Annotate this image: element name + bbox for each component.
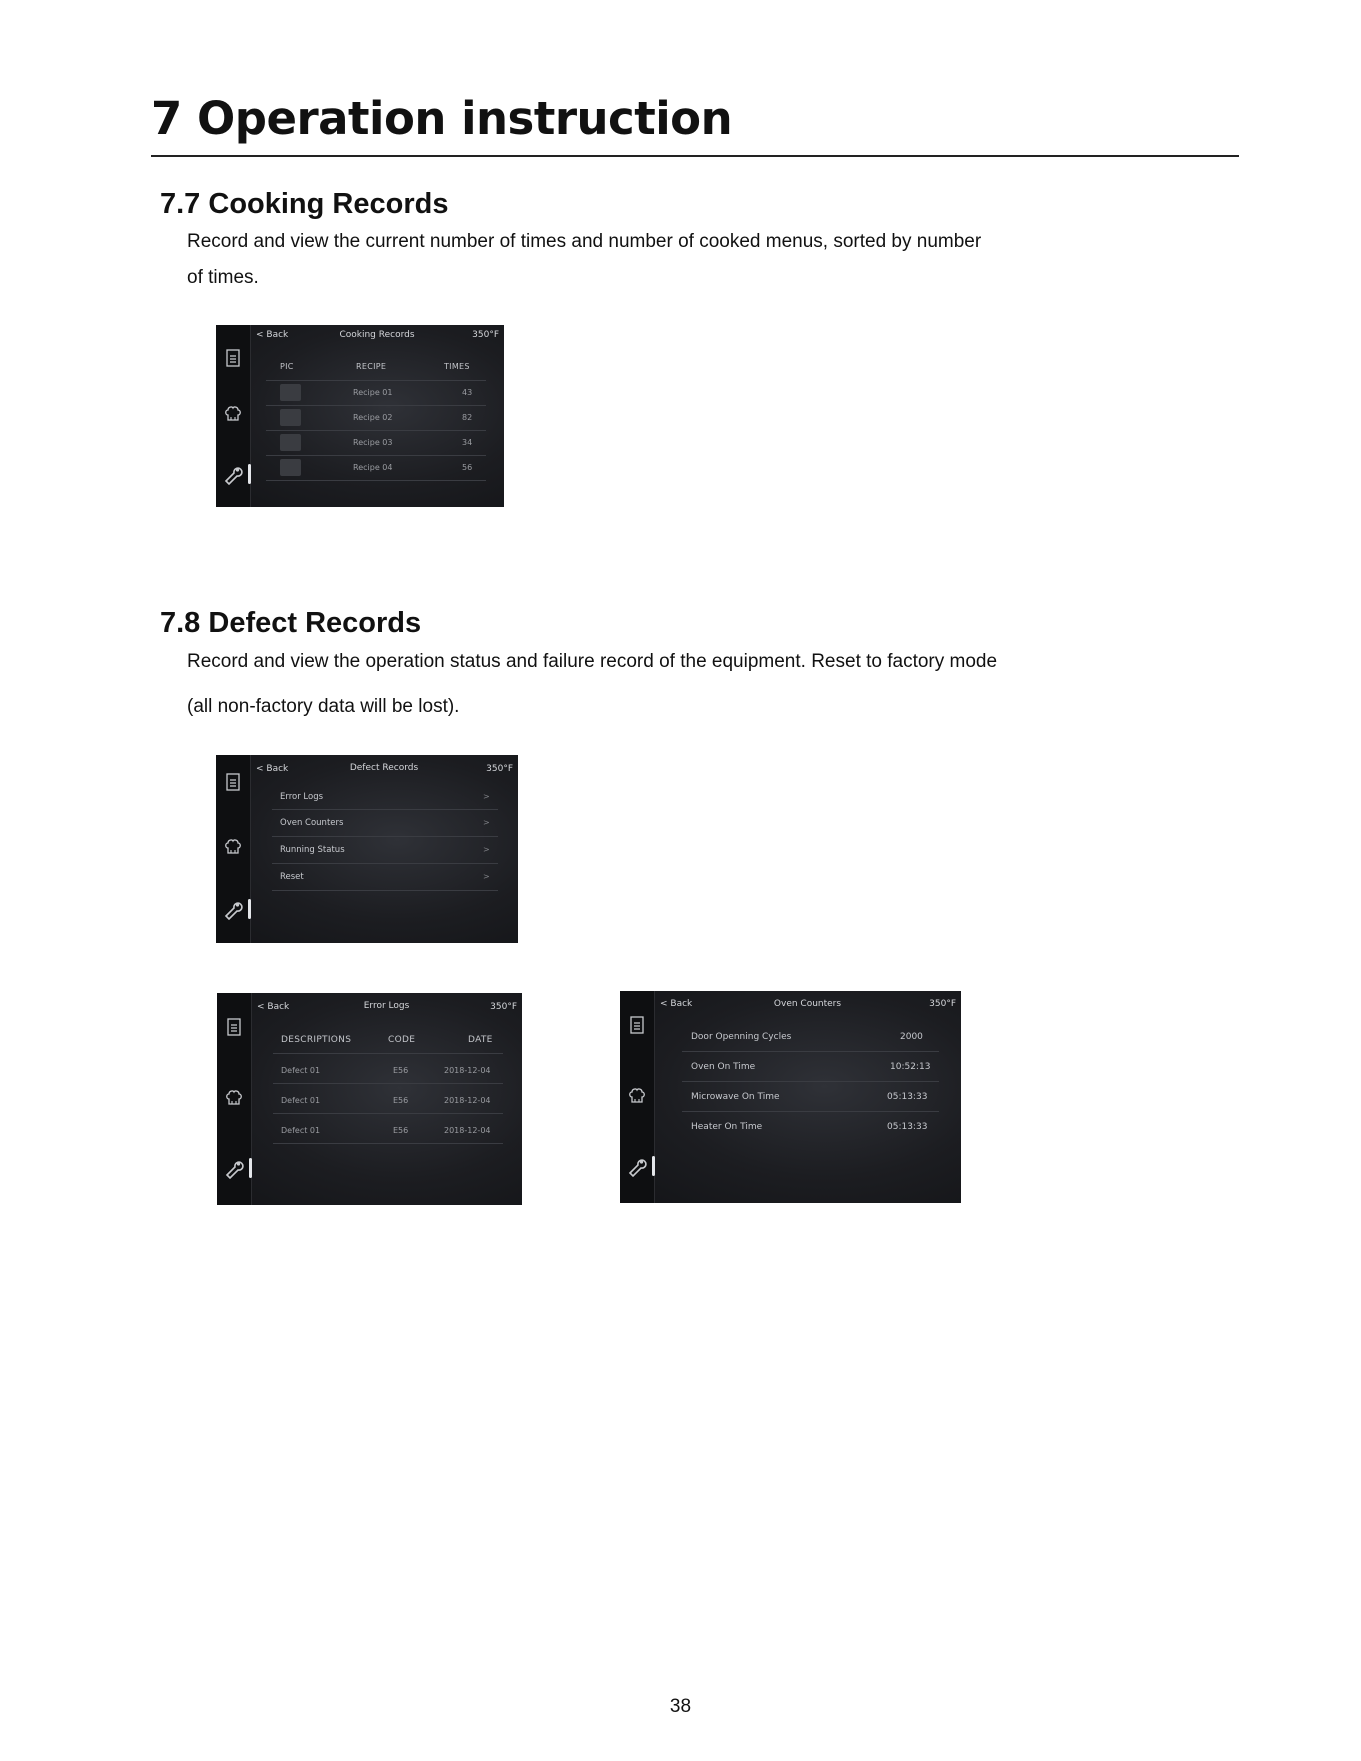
- temperature-readout: 350°F: [490, 1002, 517, 1012]
- defect-date: 2018-12-04: [444, 1126, 491, 1135]
- chapter-title: 7 Operation instruction: [151, 92, 733, 145]
- row-divider: [272, 836, 498, 837]
- row-divider: [682, 1051, 939, 1052]
- recipe-thumbnail: [280, 409, 301, 426]
- row-divider: [266, 480, 486, 481]
- screen-title: Error Logs: [363, 1001, 410, 1011]
- back-button[interactable]: < Back: [257, 1002, 290, 1012]
- page-number: 38: [669, 1696, 692, 1717]
- menu-item-reset[interactable]: Reset: [280, 872, 304, 882]
- recipe-name[interactable]: Recipe 03: [353, 438, 393, 447]
- counter-label-door-cycles: Door Openning Cycles: [691, 1032, 792, 1042]
- defect-description: Defect 01: [281, 1126, 321, 1135]
- counter-label-microwave-on-time: Microwave On Time: [691, 1092, 780, 1102]
- recipe-thumbnail: [280, 384, 301, 401]
- selected-indicator: [248, 899, 251, 919]
- selected-indicator: [249, 1158, 252, 1178]
- back-button[interactable]: < Back: [256, 330, 289, 340]
- recipe-times: 43: [462, 388, 473, 397]
- selected-indicator: [652, 1156, 655, 1176]
- error-logs-screen: [217, 993, 522, 1205]
- recipe-times: 34: [462, 438, 473, 447]
- side-rail: [217, 993, 252, 1205]
- chef-hat-icon[interactable]: [222, 835, 244, 857]
- menu-item-running-status[interactable]: Running Status: [280, 845, 345, 855]
- screen-title: Defect Records: [349, 763, 419, 773]
- defect-date: 2018-12-04: [444, 1066, 491, 1075]
- wrench-icon[interactable]: [223, 1157, 245, 1179]
- col-header-date: DATE: [468, 1035, 493, 1045]
- chevron-right-icon: >: [483, 845, 490, 854]
- screen-title: Oven Counters: [773, 999, 842, 1009]
- side-rail: [620, 991, 655, 1203]
- row-divider: [272, 890, 498, 891]
- counter-value: 05:13:33: [887, 1092, 928, 1102]
- chef-hat-icon[interactable]: [223, 1086, 245, 1108]
- row-divider: [273, 1083, 503, 1084]
- row-divider: [272, 863, 498, 864]
- defect-code: E56: [393, 1066, 409, 1075]
- col-header-code: CODE: [388, 1035, 416, 1045]
- recipe-name[interactable]: Recipe 02: [353, 413, 393, 422]
- menu-item-oven-counters[interactable]: Oven Counters: [280, 818, 344, 828]
- row-divider: [266, 380, 486, 381]
- wrench-icon[interactable]: [222, 463, 244, 485]
- side-rail: [216, 325, 251, 507]
- col-header-descriptions: DESCRIPTIONS: [281, 1035, 352, 1045]
- wrench-icon[interactable]: [222, 898, 244, 920]
- recipe-times: 56: [462, 463, 473, 472]
- counter-value: 2000: [900, 1032, 923, 1042]
- document-icon[interactable]: [222, 771, 244, 793]
- row-divider: [273, 1143, 503, 1144]
- col-header-times: TIMES: [444, 362, 470, 371]
- recipe-times: 82: [462, 413, 473, 422]
- screen-topbar: [251, 993, 522, 1015]
- col-header-pic: PIC: [280, 362, 294, 371]
- section-title-cooking-records: 7.7 Cooking Records: [160, 188, 449, 220]
- row-divider: [682, 1081, 939, 1082]
- oven-counters-screen: [620, 991, 961, 1203]
- recipe-name[interactable]: Recipe 01: [353, 388, 393, 397]
- section-text-line-1: Record and view the operation status and failure record of the equipment. Reset to factory mode: [187, 651, 998, 672]
- defect-description: Defect 01: [281, 1066, 321, 1075]
- row-divider: [266, 405, 486, 406]
- recipe-name[interactable]: Recipe 04: [353, 463, 393, 472]
- back-button[interactable]: < Back: [256, 764, 289, 774]
- temperature-readout: 350°F: [472, 330, 499, 340]
- col-header-recipe: RECIPE: [356, 362, 387, 371]
- temperature-readout: 350°F: [486, 764, 513, 774]
- screen-topbar: [250, 755, 518, 777]
- counter-label-oven-on-time: Oven On Time: [691, 1062, 756, 1072]
- cooking-records-screen: [216, 325, 504, 507]
- row-divider: [266, 455, 486, 456]
- document-icon[interactable]: [626, 1014, 648, 1036]
- screen-title: Cooking Records: [339, 330, 415, 340]
- defect-date: 2018-12-04: [444, 1096, 491, 1105]
- counter-value: 05:13:33: [887, 1122, 928, 1132]
- defect-code: E56: [393, 1126, 409, 1135]
- row-divider: [273, 1113, 503, 1114]
- row-divider: [266, 430, 486, 431]
- temperature-readout: 350°F: [929, 999, 956, 1009]
- selected-indicator: [248, 464, 251, 484]
- wrench-icon[interactable]: [626, 1155, 648, 1177]
- back-button[interactable]: < Back: [660, 999, 693, 1009]
- document-icon[interactable]: [222, 347, 244, 369]
- side-rail: [216, 755, 251, 943]
- section-text-line-2: of times.: [187, 267, 259, 288]
- defect-description: Defect 01: [281, 1096, 321, 1105]
- chevron-right-icon: >: [483, 872, 490, 881]
- chevron-right-icon: >: [483, 818, 490, 827]
- section-text-line-1: Record and view the current number of times and number of cooked menus, sorted by number: [187, 231, 982, 252]
- defect-records-screen: [216, 755, 518, 943]
- section-text-line-2: (all non-factory data will be lost).: [187, 696, 460, 717]
- recipe-thumbnail: [280, 459, 301, 476]
- counter-label-heater-on-time: Heater On Time: [691, 1122, 763, 1132]
- chevron-right-icon: >: [483, 792, 490, 801]
- section-title-defect-records: 7.8 Defect Records: [160, 607, 422, 639]
- recipe-thumbnail: [280, 434, 301, 451]
- document-icon[interactable]: [223, 1016, 245, 1038]
- menu-item-error-logs[interactable]: Error Logs: [280, 792, 324, 802]
- row-divider: [273, 1053, 503, 1054]
- row-divider: [682, 1111, 939, 1112]
- chef-hat-icon[interactable]: [626, 1084, 648, 1106]
- title-rule: [151, 155, 1239, 157]
- defect-code: E56: [393, 1096, 409, 1105]
- row-divider: [272, 809, 498, 810]
- chef-hat-icon[interactable]: [222, 402, 244, 424]
- screen-topbar: [654, 991, 961, 1013]
- screen-topbar: [250, 325, 504, 347]
- counter-value: 10:52:13: [890, 1062, 931, 1072]
